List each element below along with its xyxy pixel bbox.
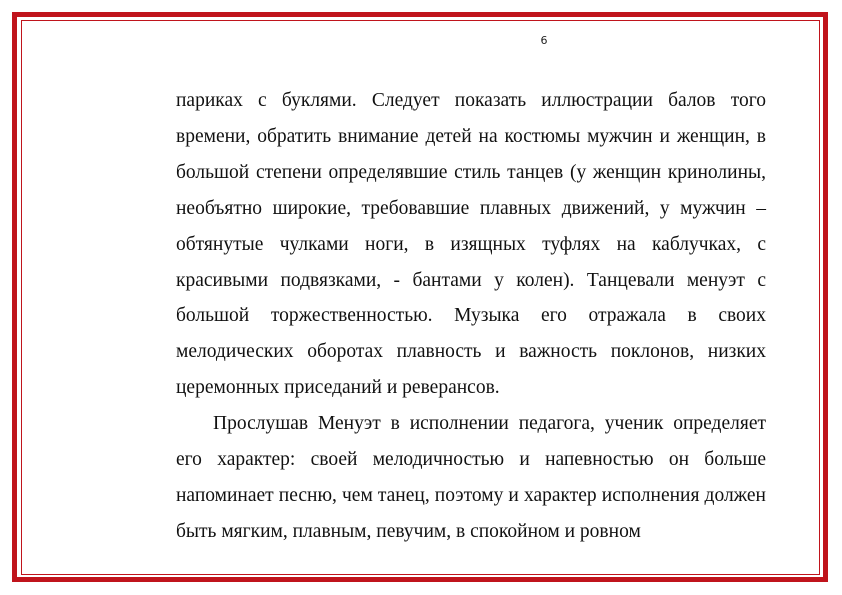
paragraph-2: Прослушав Менуэт в исполнении педагога, ученик определяет его характер: своей мелодичностью и напевностью он больше напоминает песню, чем танец, поэтому и характер исполнения должен быть мягким, плавным, певучим, в спокойном и ровном	[176, 413, 766, 542]
body-text	[176, 83, 766, 550]
paragraph-1: париках с буклями. Следует показать иллюстрации балов того времени, обратить внимание детей на костюмы мужчин и женщин, в большой степени определявшие стиль танцев (у женщин кринолины, необъятно широкие, требовавшие плавных движений, у мужчин – обтянутые чулками ноги, в изящных туфлях на каблучках, с красивыми подвязками, - бантами у колен). Танцевали менуэт с большой торжественностью. Музыка его отражала в своих мелодических оборотах плавность и важность поклонов, низких церемонных приседаний и реверансов.	[176, 90, 766, 399]
page-number: 6	[540, 34, 548, 47]
